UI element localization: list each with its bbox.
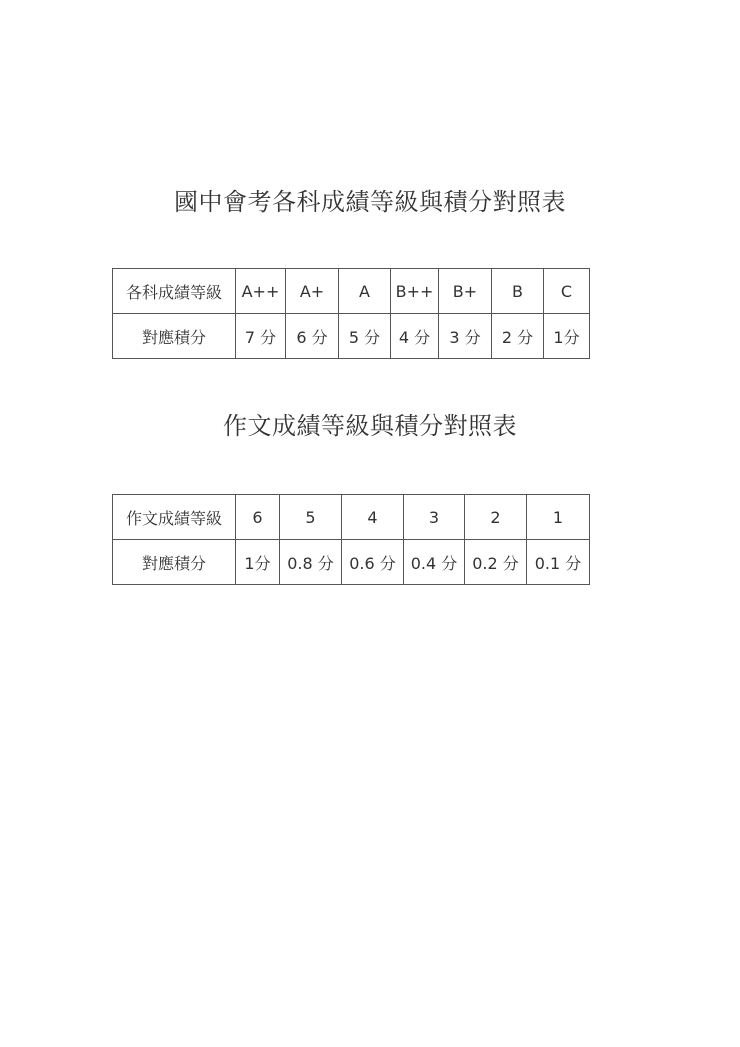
row-header-grade: 各科成績等級 xyxy=(113,269,236,314)
grade-cell: A+ xyxy=(286,269,339,314)
points-cell: 0.2 分 xyxy=(465,540,527,585)
grade-cell: 3 xyxy=(404,495,465,540)
grade-cell: B+ xyxy=(439,269,492,314)
points-row xyxy=(113,314,590,359)
grade-cell: B++ xyxy=(391,269,439,314)
essay-grade-table xyxy=(112,494,590,585)
points-cell: 1分 xyxy=(544,314,590,359)
essay-table-title: 作文成績等級與積分對照表 xyxy=(223,412,517,440)
points-cell: 0.8 分 xyxy=(280,540,342,585)
row-header-points: 對應積分 xyxy=(113,314,236,359)
subject-grade-table xyxy=(112,268,590,359)
grade-cell: A++ xyxy=(236,269,286,314)
points-cell: 4 分 xyxy=(391,314,439,359)
grade-row xyxy=(113,495,590,540)
grade-cell: A xyxy=(339,269,391,314)
points-cell: 0.1 分 xyxy=(527,540,590,585)
grade-cell: 4 xyxy=(342,495,404,540)
grade-row xyxy=(113,269,590,314)
points-row xyxy=(113,540,590,585)
row-header-grade: 作文成績等級 xyxy=(113,495,236,540)
subject-table-title: 國中會考各科成績等級與積分對照表 xyxy=(174,188,566,216)
points-cell: 5 分 xyxy=(339,314,391,359)
points-cell: 2 分 xyxy=(492,314,544,359)
grade-cell: B xyxy=(492,269,544,314)
grade-cell: 5 xyxy=(280,495,342,540)
points-cell: 1分 xyxy=(236,540,280,585)
points-cell: 0.6 分 xyxy=(342,540,404,585)
row-header-points: 對應積分 xyxy=(113,540,236,585)
points-cell: 7 分 xyxy=(236,314,286,359)
points-cell: 6 分 xyxy=(286,314,339,359)
grade-cell: 2 xyxy=(465,495,527,540)
grade-cell: C xyxy=(544,269,590,314)
grade-cell: 1 xyxy=(527,495,590,540)
grade-cell: 6 xyxy=(236,495,280,540)
points-cell: 3 分 xyxy=(439,314,492,359)
points-cell: 0.4 分 xyxy=(404,540,465,585)
